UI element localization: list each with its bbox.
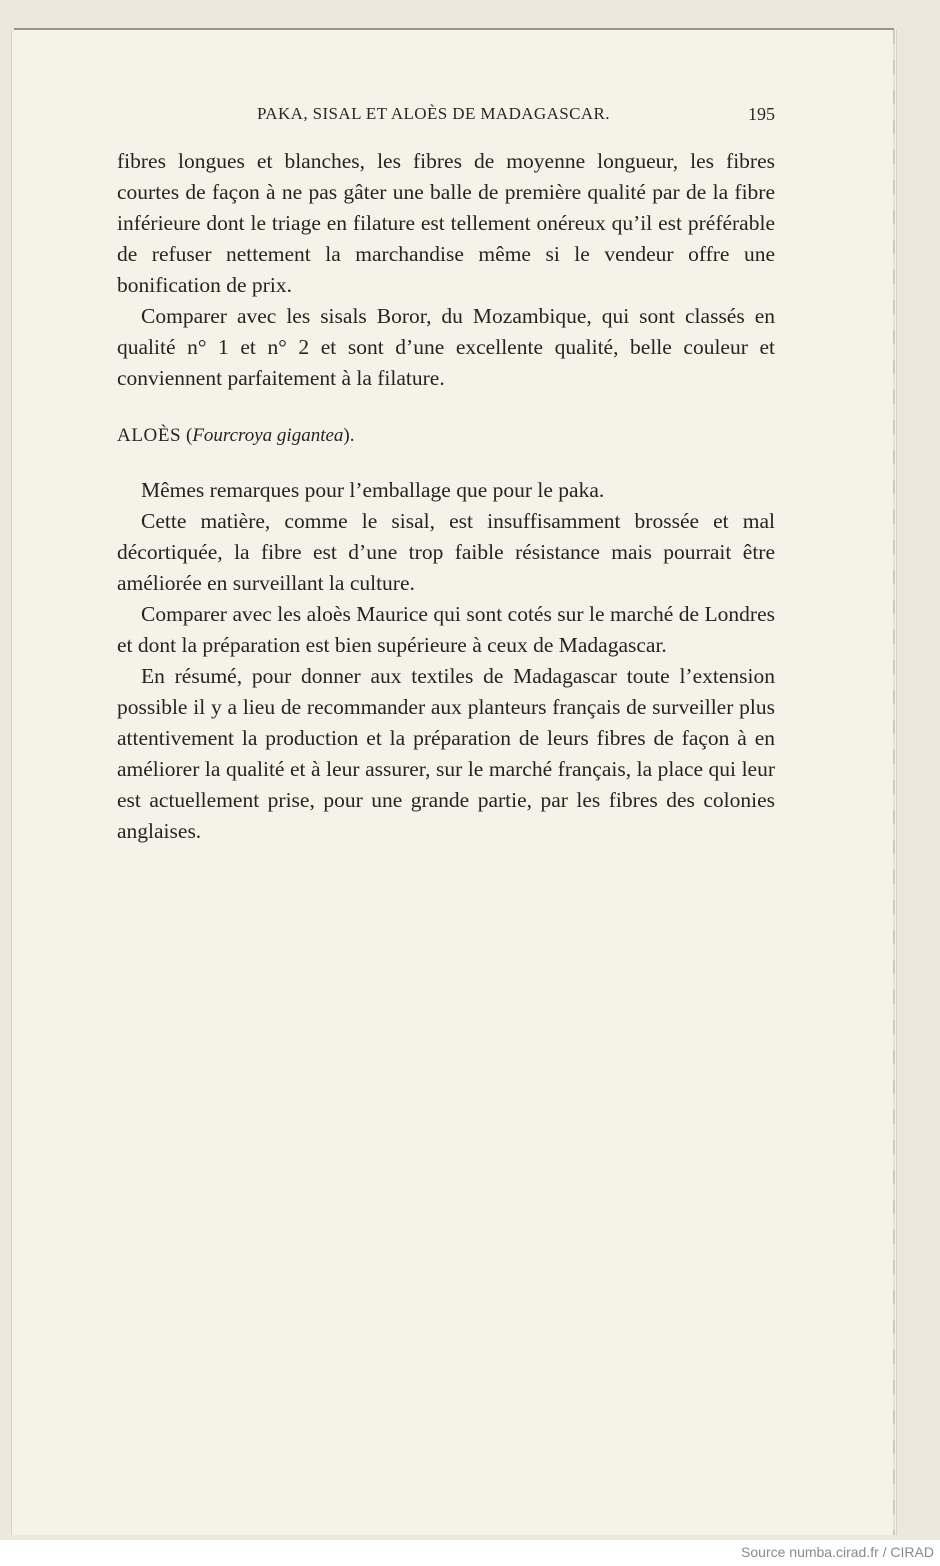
- section-heading-open-paren: (: [185, 425, 193, 446]
- paragraph-quality: Cette matière, comme le sisal, est insuffisamment brossée et mal décortiquée, la fibre est d’une trop faible résistance mais pourrait être améliorée en surveillant la culture.: [117, 509, 775, 595]
- paragraph-packaging: Mêmes remarques pour l’emballage que pour le paka.: [141, 478, 605, 502]
- page-top-edge: [14, 28, 894, 30]
- section-heading-close-paren: ).: [343, 425, 355, 446]
- section-heading-name: ALOÈS: [117, 425, 182, 446]
- paragraph-summary: En résumé, pour donner aux textiles de Madagascar toute l’extension possible il y a lieu de recommander aux planteurs français de surveiller plus attentivement la production et la préparation de leurs fibres de façon à en améliorer la qualité et à leur assurer, sur le marché français, la place qui leur est actuellement prise, pour une grande partie, par les fibres des colonies anglaises.: [117, 664, 775, 843]
- page-right-edge: [893, 30, 895, 1535]
- paragraph-sisal-comparison: Comparer avec les sisals Boror, du Mozambique, qui sont classés en qualité n° 1 et n° 2 et sont d’une excellente qualité, belle couleur et conviennent parfaitement à la filature.: [117, 304, 775, 390]
- paragraph-aloes-comparison: Comparer avec les aloès Maurice qui sont cotés sur le marché de Londres et dont la préparation est bien supérieure à ceux de Madagascar.: [117, 602, 775, 657]
- running-title: PAKA, SISAL ET ALOÈS DE MADAGASCAR.: [257, 104, 610, 123]
- section-heading: [117, 420, 775, 451]
- page-number: 195: [748, 104, 775, 124]
- section-heading-latin-name: Fourcroya gigantea: [192, 425, 344, 446]
- page-body: [117, 146, 775, 847]
- paragraph-continued: fibres longues et blanches, les fibres de moyenne longueur, les fibres courtes de façon à ne pas gâter une balle de première qualité par de la fibre inférieure dont le triage en filature est tellement onéreux qu’il est préférable de refuser nettement la marchandise même si le vendeur offre une bonification de prix.: [117, 149, 775, 297]
- running-header: [117, 104, 775, 130]
- source-credit: Source numba.cirad.fr / CIRAD: [741, 1544, 934, 1560]
